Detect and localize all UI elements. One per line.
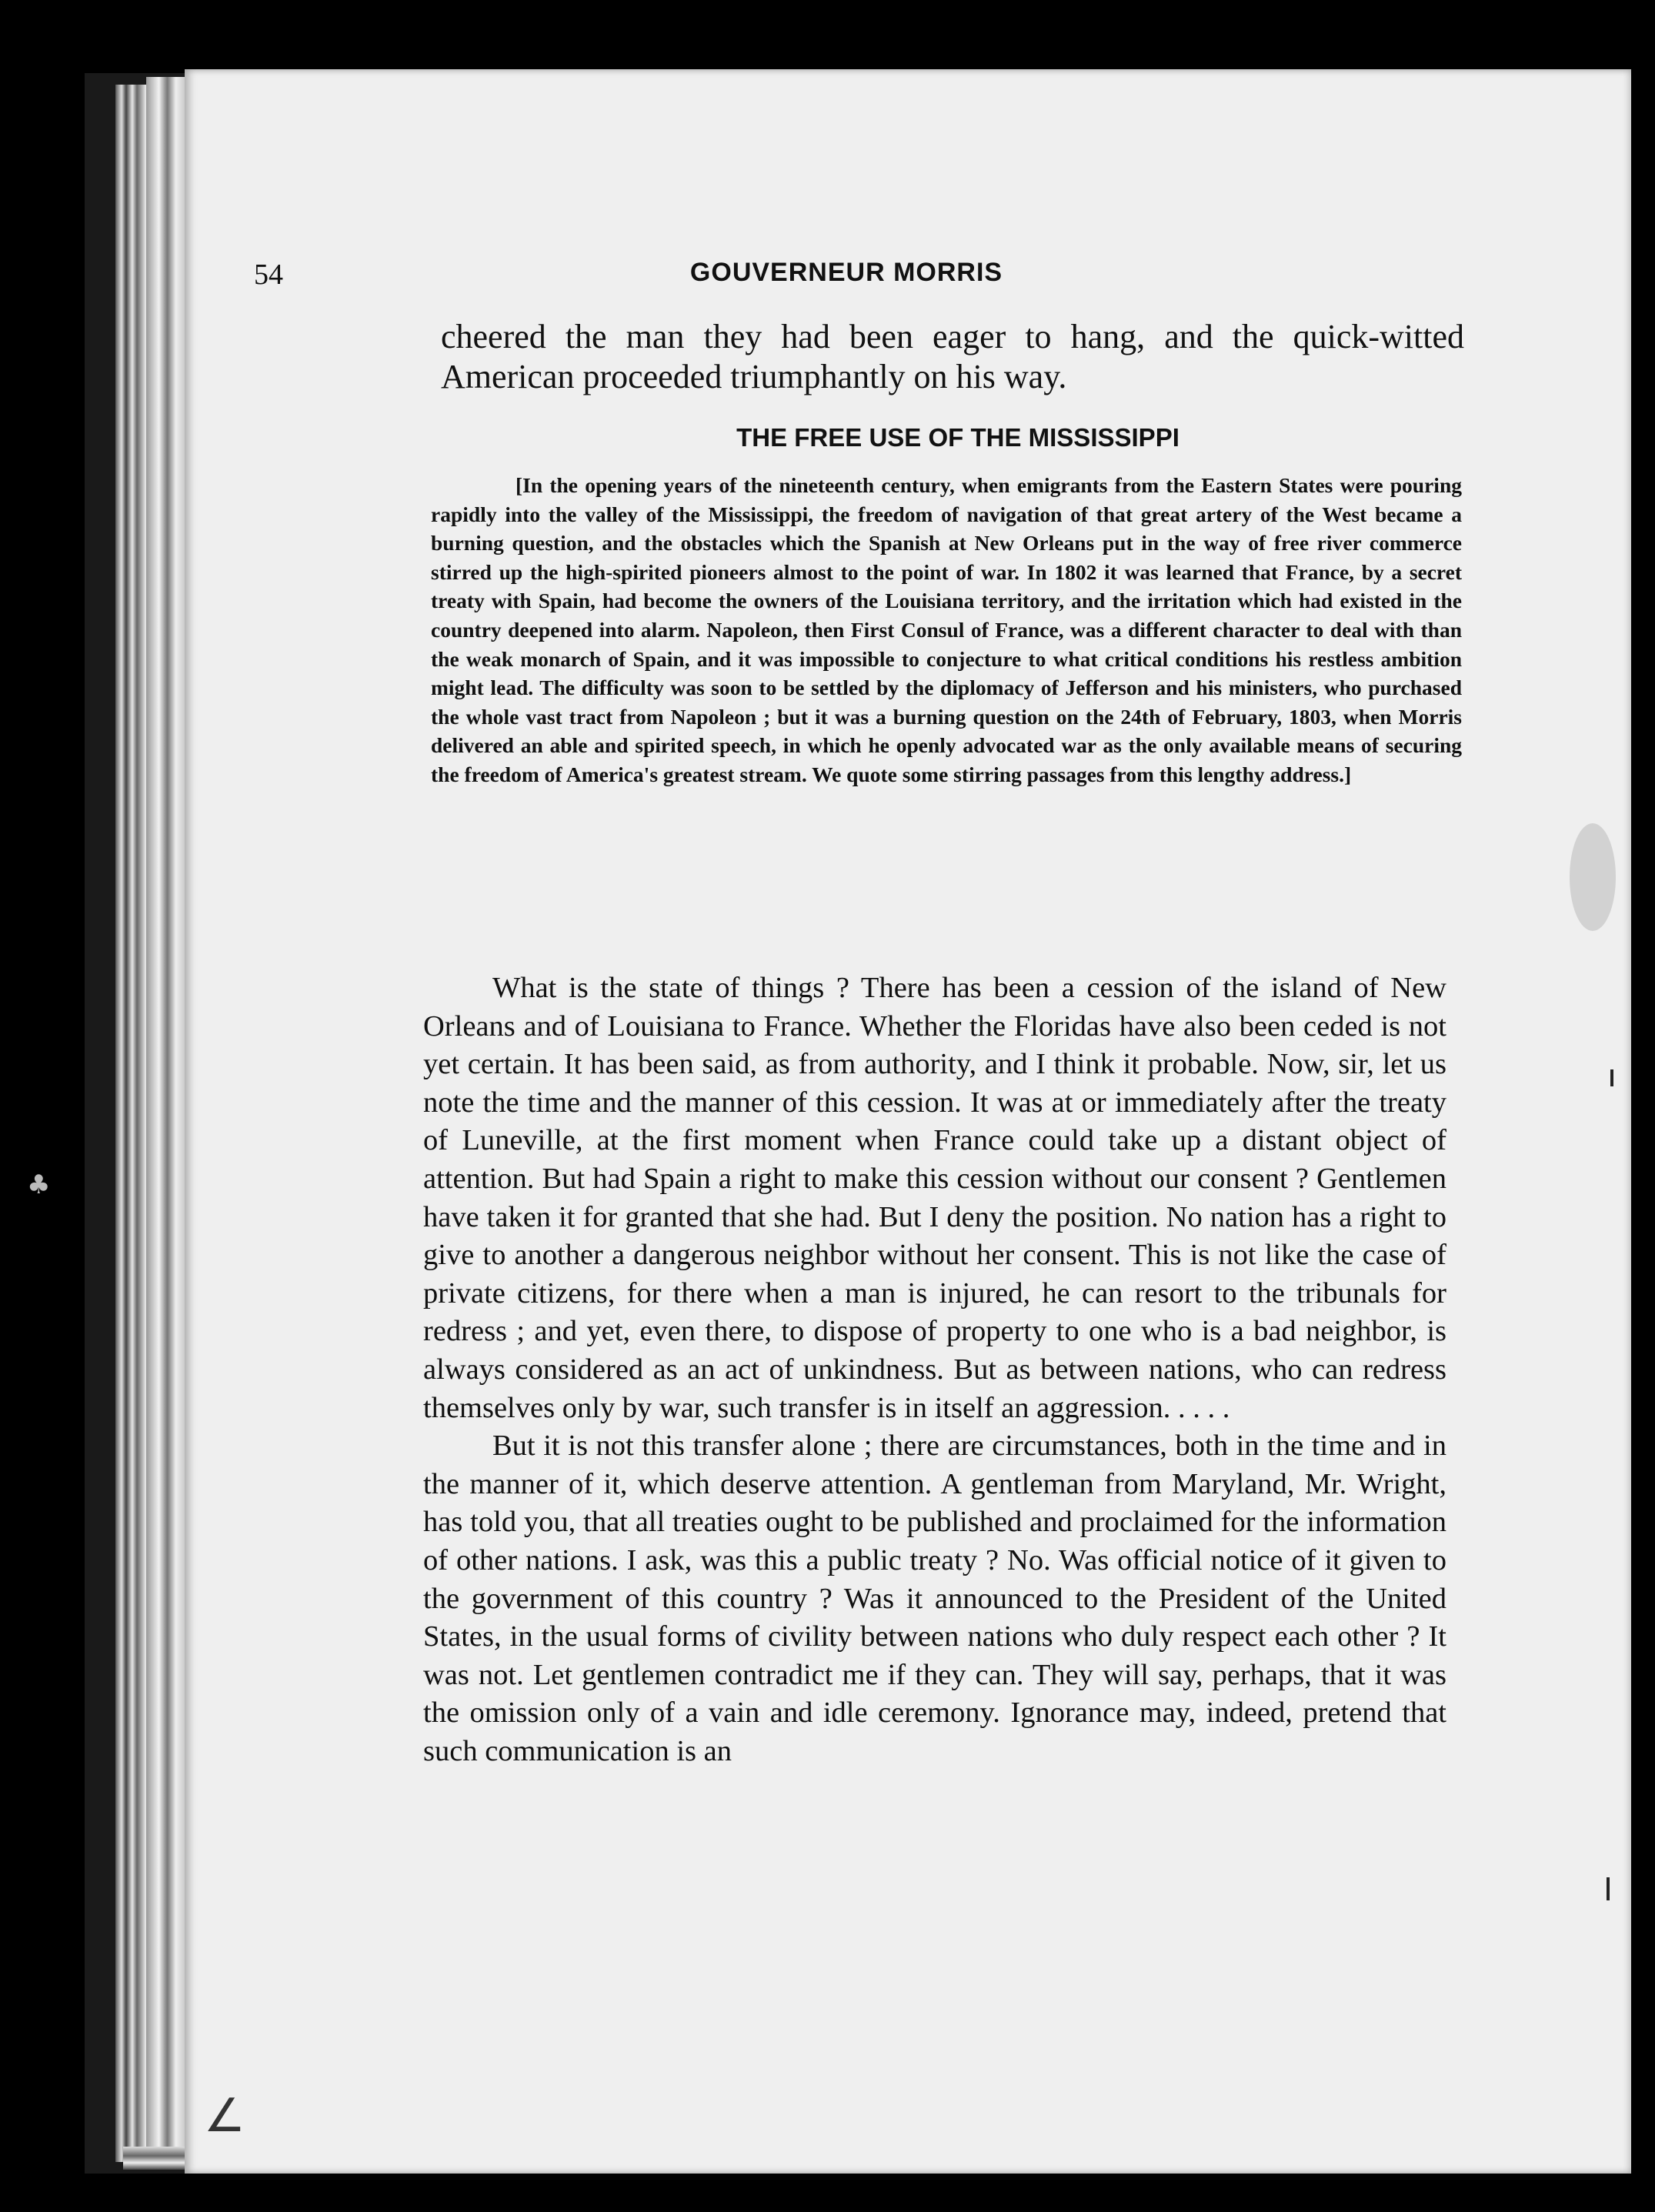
page-edge-stack-inner (146, 77, 189, 2166)
page-number: 54 (254, 259, 283, 291)
running-head: GOUVERNEUR MORRIS (689, 258, 1003, 287)
page-edge-stack (115, 85, 146, 2162)
margin-tick-mark-lower (1607, 1877, 1610, 1900)
pencil-corner-mark: ∠ (204, 2089, 245, 2143)
paper-stain (1570, 823, 1616, 931)
page-header (254, 258, 1439, 296)
intro-paragraph: cheered the man they had been eager to hang, and the quick-witted American proceeded triumphantly on his way. (441, 318, 1464, 395)
editor-note-text: [In the opening years of the nineteenth century, when emigrants from the Eastern States were pouring rapidly into the valley of the Mississippi, the freedom of navigation of that great artery of the West became a burning question, and the obstacles which the Spanish at New Orleans put in the way of free river commerce stirred up the high-spirited pioneers almost to the point of war. In 1802 it was learned that France, by a secret treaty with Spain, had become the owners of the Louisiana territory, and the irritation which had existed in the country deepened into alarm. Napoleon, then First Consul of France, was a different character to deal with than the weak monarch of Spain, and it was impossible to conjecture to what critical conditions his restless ambition might lead. The difficulty was soon to be settled by the diplomacy of Jefferson and his ministers, who purchased the whole vast tract from Napoleon ; but it was a burning question on the 24th of February, 1803, when Morris delivered an able and spirited speech, in which he openly advocated war as the only available means of securing the freedom of America's greatest stream. We quote some stirring passages from this lengthy address.] (431, 473, 1462, 786)
body-paragraph-1: What is the state of things ? There has been a cession of the island of New Orleans and of Louisiana to France. Whether the Floridas have also been ceded is not yet certain. It has been said, as from authority, and I think it probable. Now, sir, let us note the time and the manner of this cession. It was at or immediately after the treaty of Luneville, at the first moment when France could take up a distant object of attention. But had Spain a right to make this cession without our consent ? Gentlemen have taken it for granted that she had. But I deny the position. No nation has a right to give to another a dangerous neighbor without her consent. This is not like the case of private citizens, for there when a man is injured, he can resort to the tribunals for redress ; and yet, even there, to dispose of property to one who is a bad neighbor, is always considered as an act of unkindness. But as between nations, who can redress themselves only by war, such transfer is in itself an aggression. . . . . (423, 972, 1446, 1424)
margin-blot: ♣ (27, 1169, 51, 1200)
editor-note (431, 471, 1462, 789)
body-paragraph-2: But it is not this transfer alone ; there are circumstances, both in the time and in the manner of it, which deserve attention. A gentleman from Maryland, Mr. Wright, has told you, that all treaties ought to be published and proclaimed for the information of other nations. I ask, was this a public treaty ? No. Was official notice of it given to the government of this country ? Was it announced to the President of the United States, in the usual forms of civility between nations who duly respect each other ? It was not. Let gentlemen contradict me if they can. They will say, perhaps, that it was the omission only of a vain and idle ceremony. Ignorance may, indeed, pretend that such communication is an (423, 1430, 1446, 1767)
speech-body (423, 969, 1446, 1770)
margin-tick-mark (1610, 1069, 1613, 1086)
section-heading: THE FREE USE OF THE MISSISSIPPI (736, 423, 1180, 452)
